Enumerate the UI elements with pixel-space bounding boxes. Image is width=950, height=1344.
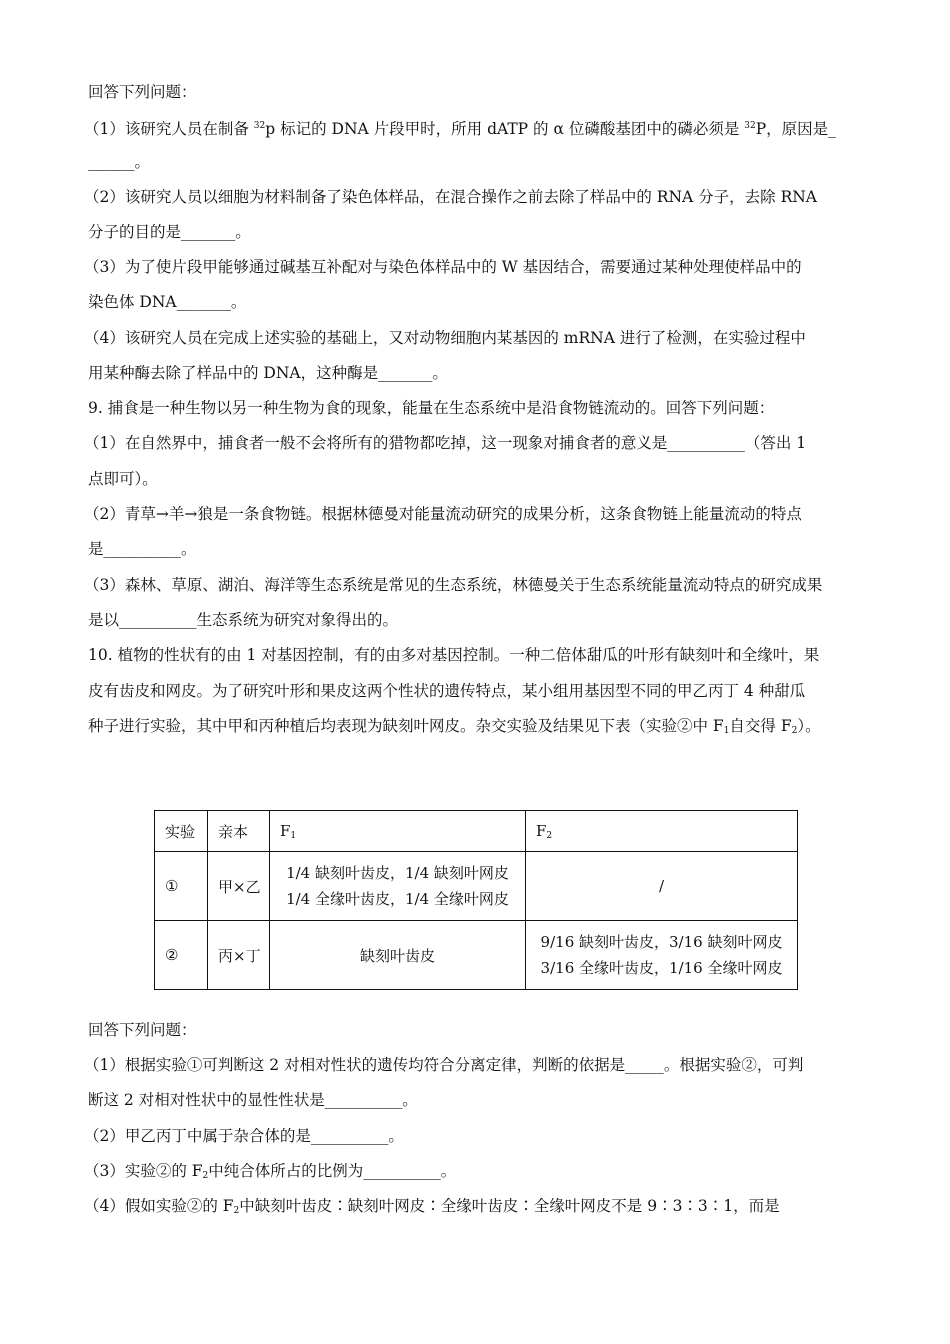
q10-stem-line1: 10. 植物的性状有的由 1 对基因控制，有的由多对基因控制。一种二倍体甜瓜的叶形有缺刻叶和全缘叶，果 [88, 646, 820, 664]
q8-part2: （2）该研究人员以细胞为材料制备了染色体样品，在混合操作之前去除了样品中的 RNA 分子，去除 RNA [84, 188, 817, 206]
header-parent: 亲本 [208, 811, 270, 852]
row1-f2: / [526, 852, 798, 921]
row1-parent: 甲×乙 [208, 852, 270, 921]
row2-exp: ② [155, 921, 208, 990]
q10-stem-line3: 种子进行实验，其中甲和丙种植后均表现为缺刻叶网皮。杂交实验及结果见下表（实验②中 $F_1$自交得 $F_2$）。 [88, 717, 821, 736]
table-header-row [155, 811, 798, 852]
q10-stem-line2: 皮有齿皮和网皮。为了研究叶形和果皮这两个性状的遗传特点，某小组用基因型不同的甲乙丙丁 4 种甜瓜 [88, 682, 806, 700]
q9-part2-cont: 是__________。 [88, 540, 197, 558]
q8-part3: （3）为了使片段甲能够通过碱基互补配对与染色体样品中的 W 基因结合，需要通过某种处理使样品中的 [84, 258, 802, 276]
q8-part1: （1）该研究人员在制备 $^{32}$p 标记的 DNA 片段甲时，所用 dATP 的 α 位磷酸基团中的磷必须是 $^{32}$P，原因是_ [84, 120, 836, 138]
q10-part4: （4）假如实验②的 $F_2$中缺刻叶齿皮∶缺刻叶网皮∶全缘叶齿皮∶全缘叶网皮不是 9∶3∶3∶1，而是 [84, 1197, 780, 1216]
q8-part1-cont: ______。 [88, 153, 151, 171]
table-row [155, 852, 798, 921]
q9-part2: （2）青草→羊→狼是一条食物链。根据林德曼对能量流动研究的成果分析，这条食物链上能量流动的特点 [84, 505, 802, 523]
header-f2: $F_2$ [526, 811, 798, 852]
q8-part3-cont: 染色体 DNA_______。 [88, 293, 247, 311]
table-row [155, 921, 798, 990]
q9-part3-cont: 是以__________生态系统为研究对象得出的。 [88, 611, 399, 629]
header-f1: $F_1$ [270, 811, 526, 852]
q10-part2: （2）甲乙丙丁中属于杂合体的是__________。 [84, 1127, 404, 1145]
q10-part1-cont: 断这 2 对相对性状中的显性性状是__________。 [88, 1091, 418, 1109]
row2-f1: 缺刻叶齿皮 [270, 921, 526, 990]
q9-part1-cont: 点即可）。 [88, 470, 158, 488]
cross-results-table [154, 810, 798, 990]
q10-part3: （3）实验②的 $F_2$中纯合体所占的比例为__________。 [84, 1162, 457, 1181]
q10-questions-intro: 回答下列问题： [88, 1021, 197, 1039]
row2-parent: 丙×丁 [208, 921, 270, 990]
q8-part2-cont: 分子的目的是_______。 [88, 223, 251, 241]
row1-exp: ① [155, 852, 208, 921]
q9-stem: 9. 捕食是一种生物以另一种生物为食的现象，能量在生态系统中是沿食物链流动的。回答下列问题： [88, 399, 775, 417]
q9-part3: （3）森林、草原、湖泊、海洋等生态系统是常见的生态系统，林德曼关于生态系统能量流动特点的研究成果 [84, 576, 823, 594]
row2-f2: 9/16 缺刻叶齿皮，3/16 缺刻叶网皮 3/16 全缘叶齿皮，1/16 全缘叶网皮 [526, 921, 798, 990]
question-intro: 回答下列问题： [88, 83, 197, 101]
row1-f1: 1/4 缺刻叶齿皮，1/4 缺刻叶网皮 1/4 全缘叶齿皮，1/4 全缘叶网皮 [270, 852, 526, 921]
q10-part1: （1）根据实验①可判断这 2 对相对性状的遗传均符合分离定律，判断的依据是_____。根据实验②，可判 [84, 1056, 804, 1074]
header-exp: 实验 [155, 811, 208, 852]
q9-part1: （1）在自然界中，捕食者一般不会将所有的猎物都吃掉，这一现象对捕食者的意义是__________（答出 1 [84, 434, 807, 452]
q8-part4: （4）该研究人员在完成上述实验的基础上，又对动物细胞内某基因的 mRNA 进行了检测，在实验过程中 [84, 329, 806, 347]
q8-part4-cont: 用某种酶去除了样品中的 DNA，这种酶是_______。 [88, 364, 448, 382]
